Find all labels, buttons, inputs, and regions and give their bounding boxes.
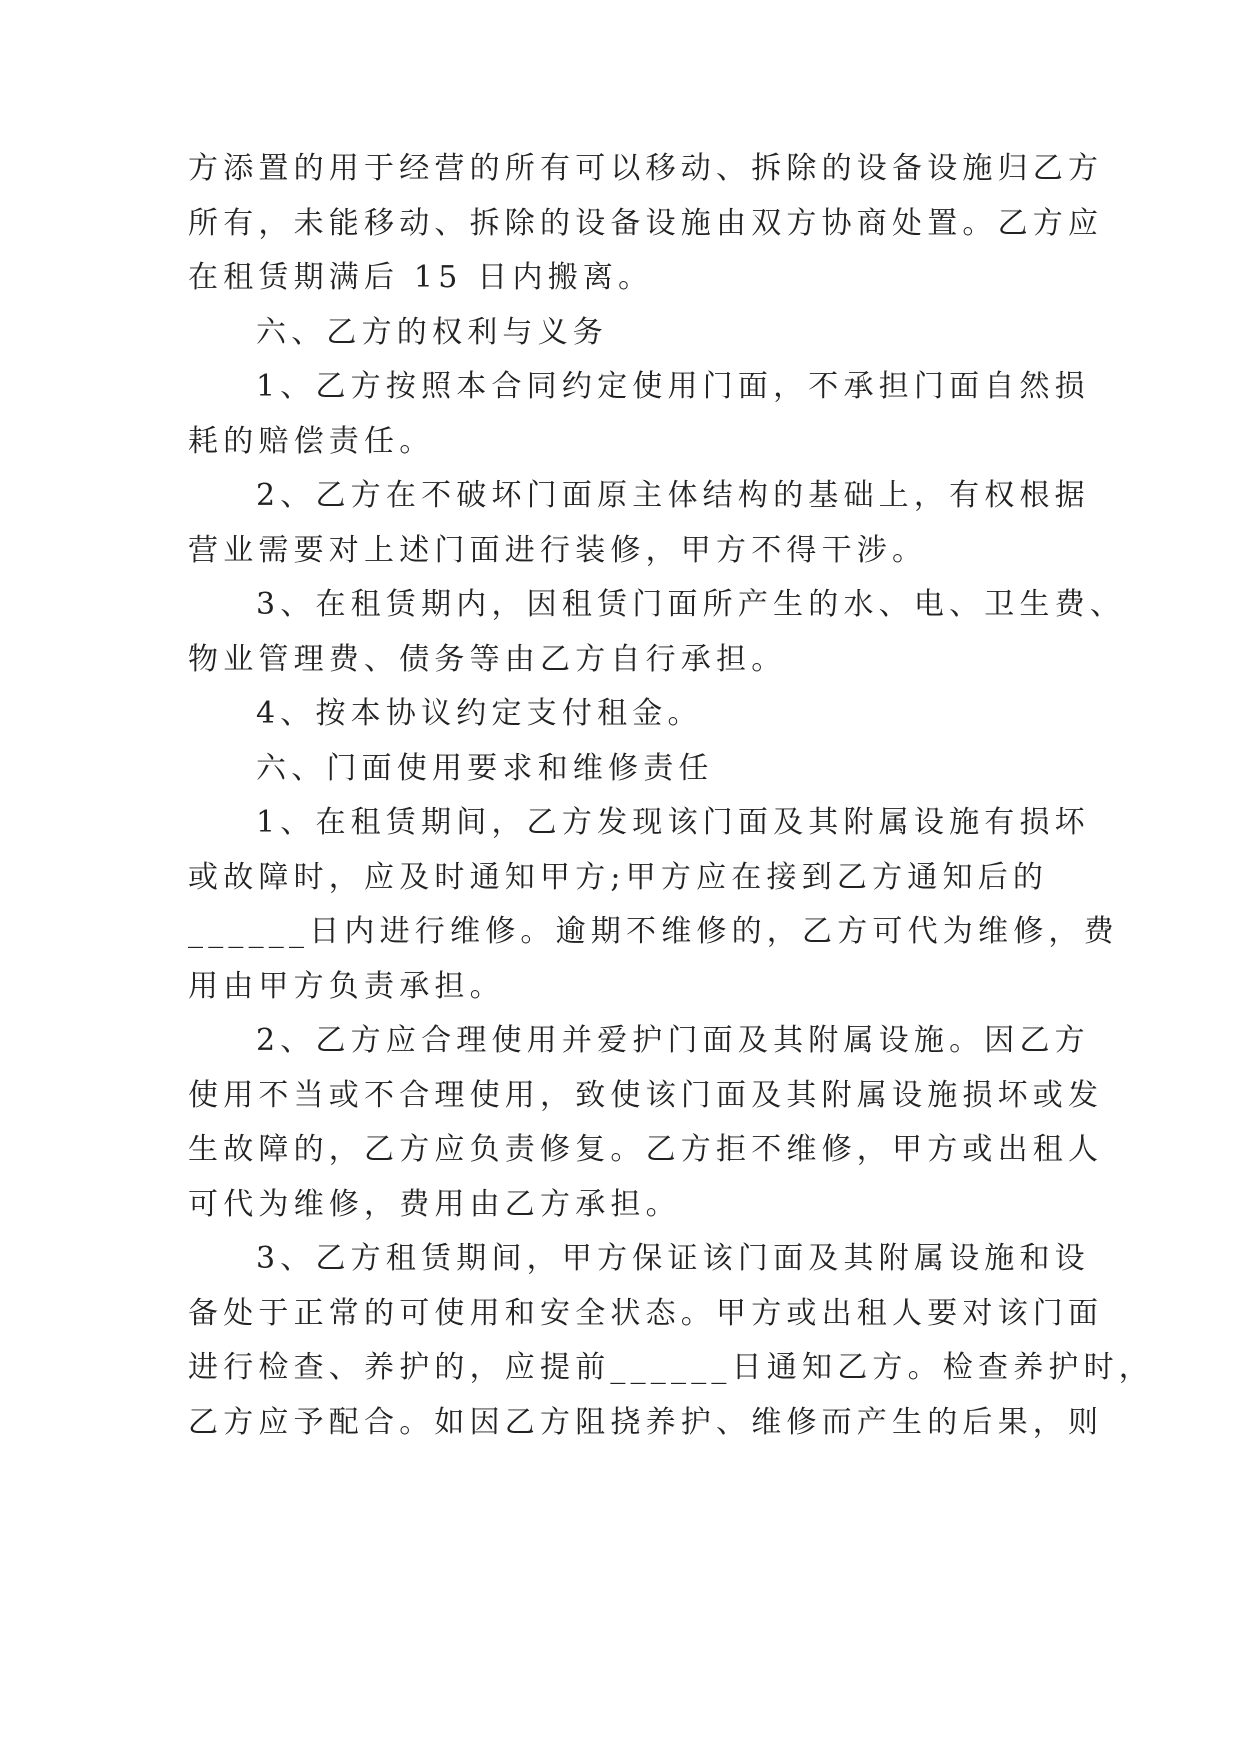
- text-line: 在租赁期满后 15 日内搬离。: [188, 260, 654, 295]
- text-line: 生故障的，乙方应负责修复。乙方拒不维修，甲方或出租人: [188, 1132, 1104, 1167]
- text-line: 可代为维修，费用由乙方承担。: [188, 1187, 681, 1222]
- text-line: 进行检查、养护的，应提前______日通知乙方。检查养护时，: [188, 1350, 1154, 1385]
- text-line: 备处于正常的可使用和安全状态。甲方或出租人要对该门面: [188, 1296, 1104, 1331]
- text-line: 或故障时，应及时通知甲方;甲方应在接到乙方通知后的: [188, 860, 1049, 895]
- text-line: 3、乙方租赁期间，甲方保证该门面及其附属设施和设: [256, 1241, 1090, 1276]
- text-line: 1、乙方按照本合同约定使用门面，不承担门面自然损: [256, 369, 1090, 404]
- text-line: ______日内进行维修。逾期不维修的，乙方可代为维修，费: [188, 914, 1119, 949]
- text-line: 2、乙方应合理使用并爱护门面及其附属设施。因乙方: [256, 1023, 1090, 1058]
- text-line: 耗的赔偿责任。: [188, 424, 435, 459]
- text-line: 乙方应予配合。如因乙方阻挠养护、维修而产生的后果，则: [188, 1405, 1104, 1440]
- text-line: 2、乙方在不破坏门面原主体结构的基础上，有权根据: [256, 478, 1090, 513]
- text-line: 营业需要对上述门面进行装修，甲方不得干涉。: [188, 533, 928, 568]
- text-line: 3、在租赁期内，因租赁门面所产生的水、电、卫生费、: [256, 587, 1126, 622]
- text-line: 用由甲方负责承担。: [188, 969, 505, 1004]
- text-line: 1、在租赁期间，乙方发现该门面及其附属设施有损坏: [256, 805, 1090, 840]
- text-line: 4、按本协议约定支付租金。: [256, 696, 703, 731]
- section-heading: 六、门面使用要求和维修责任: [256, 751, 714, 786]
- text-line: 物业管理费、债务等由乙方自行承担。: [188, 642, 787, 677]
- text-line: 所有，未能移动、拆除的设备设施由双方协商处置。乙方应: [188, 206, 1104, 241]
- text-line: 使用不当或不合理使用，致使该门面及其附属设施损坏或发: [188, 1078, 1104, 1113]
- text-line: 方添置的用于经营的所有可以移动、拆除的设备设施归乙方: [188, 151, 1104, 186]
- section-heading: 六、乙方的权利与义务: [256, 315, 608, 350]
